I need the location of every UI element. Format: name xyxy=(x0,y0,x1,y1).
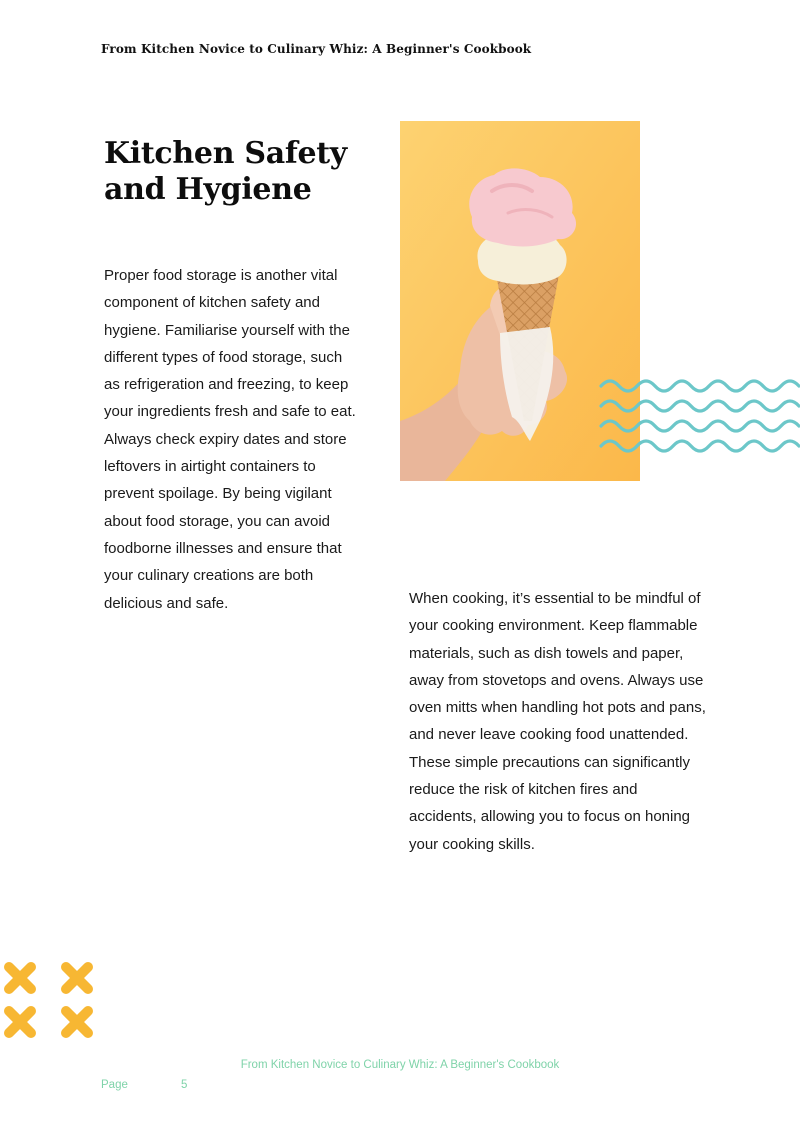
body-paragraph-cooking-environment: When cooking, it’s essential to be mindful of your cooking environment. Keep flammable materials, such as dish towels and paper, away from stovetops and ovens. Always use oven mitts when handling hot pots and pans, and never leave cooking food unattended. These simple precautions can significantly reduce the risk of kitchen fires and accidents, allowing you to focus on honing your cooking skills. xyxy=(409,590,706,853)
running-header: From Kitchen Novice to Culinary Whiz: A Beginner's Cookbook xyxy=(101,42,532,56)
cross-mark-1 xyxy=(9,967,31,989)
page-title: Kitchen Safety and Hygiene xyxy=(104,136,347,207)
page-number: 5 xyxy=(181,1079,188,1091)
footer-title: From Kitchen Novice to Culinary Whiz: A Beginner's Cookbook xyxy=(240,1059,560,1071)
wave-line-2 xyxy=(601,401,799,411)
cross-mark-2 xyxy=(66,967,88,989)
wave-line-3 xyxy=(601,421,799,431)
wave-pattern-decoration xyxy=(599,372,800,456)
page-label: Page xyxy=(101,1079,128,1091)
body-paragraph-food-storage: Proper food storage is another vital component of kitchen safety and hygiene. Familiarise yourself with the different types of food storage, such as refrigeration and freezing, to keep your ingredients fresh and safe to eat. Always check expiry dates and store leftovers in airtight containers to prevent spoilage. By being vigilant about food storage, you can avoid foodborne illnesses and ensure that your culinary creations are both delicious and safe. xyxy=(104,267,356,612)
wave-line-1 xyxy=(601,381,799,391)
wave-line-4 xyxy=(601,441,799,451)
cross-pattern-decoration xyxy=(0,957,100,1043)
cross-mark-4 xyxy=(66,1011,88,1033)
cross-mark-3 xyxy=(9,1011,31,1033)
